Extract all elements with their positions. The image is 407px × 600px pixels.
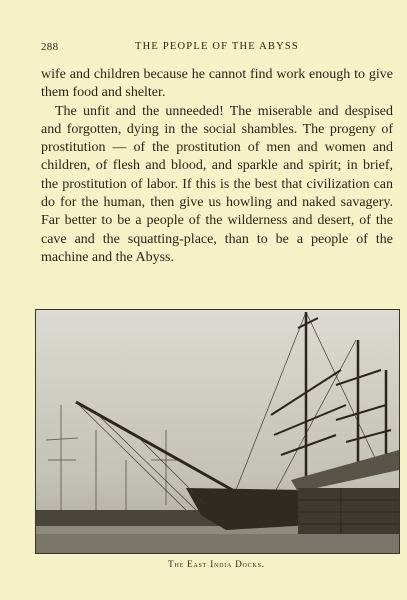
running-title: THE PEOPLE OF THE ABYSS xyxy=(135,41,299,52)
paragraph-continuation: wife and children because he cannot find work enough to give them food and shelter. xyxy=(41,67,393,101)
paragraph: The unfit and the unneeded! The miserable and despised and forgotten, dying in the social shambles. The progeny of prostitution — of the prostitution of men and women and children, of flesh and blood, and sparkle and spirit; in brief, the prostitution of labor. If this is the best that civilization can do for the human, then give us howling and naked savagery. Far better to be a people of the wilderness and desert, of the cave and the squatting-place, than to be a people of the machine and the Abyss. xyxy=(41,103,393,265)
illustration-caption: The East India Docks. xyxy=(168,559,265,569)
distant-hulls xyxy=(36,510,226,526)
page-number: 288 xyxy=(41,41,59,53)
shed-wall xyxy=(298,488,399,538)
quay xyxy=(36,534,399,553)
dock-photograph xyxy=(35,309,400,554)
body-text xyxy=(41,66,393,267)
page-header xyxy=(41,41,393,55)
